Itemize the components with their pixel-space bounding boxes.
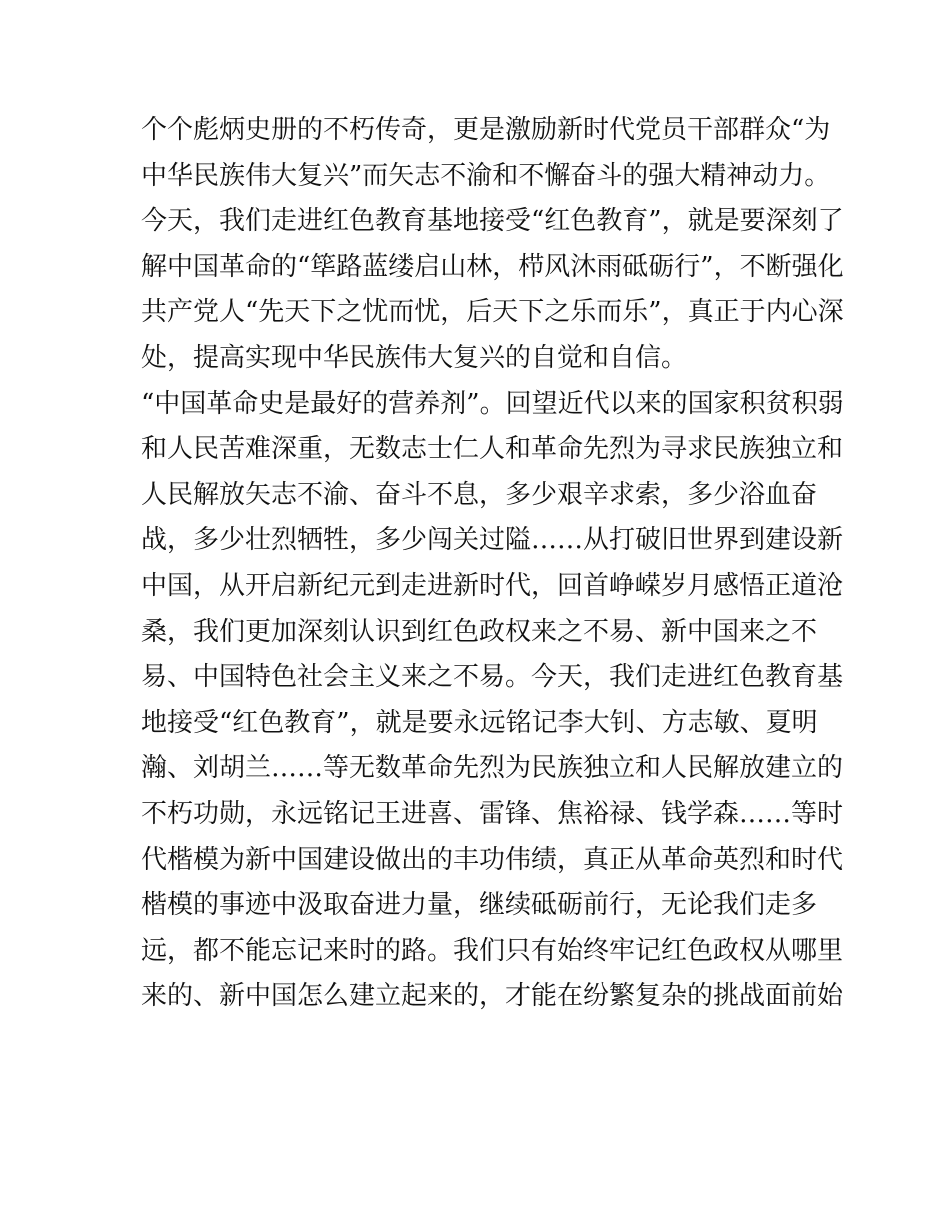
text-line: 中华民族伟大复兴”而矢志不渝和不懈奋斗的强大精神动力。 [141,160,831,191]
text-line: 代楷模为新中国建设做出的丰功伟绩，真正从革命英烈和时代 [141,844,844,875]
text-line: 来的、新中国怎么建立起来的，才能在纷繁复杂的挑战面前始 [141,981,844,1012]
text-line: 共产党人“先天下之忧而忧，后天下之乐而乐”，真正于内心深 [141,297,844,328]
text-line: “中国革命史是最好的营养剂”。回望近代以来的国家积贫积弱 [141,388,844,419]
text-line: 人民解放矢志不渝、奋斗不息，多少艰辛求索，多少浴血奋 [141,479,818,510]
text-line: 易、中国特色社会主义来之不易。今天，我们走进红色教育基 [141,662,844,693]
text-line: 桑，我们更加深刻认识到红色政权来之不易、新中国来之不 [141,616,818,647]
text-line: 今天，我们走进红色教育基地接受“红色教育”，就是要深刻了 [141,206,844,237]
text-line: 处，提高实现中华民族伟大复兴的自觉和自信。 [141,342,688,373]
text-line: 中国，从开启新纪元到走进新时代，回首峥嵘岁月感悟正道沧 [141,570,844,601]
text-line: 解中国革命的“筚路蓝缕启山林，栉风沐雨砥砺行”，不断强化 [141,251,844,282]
text-line: 楷模的事迹中汲取奋进力量，继续砥砺前行，无论我们走多 [141,890,818,921]
text-line: 地接受“红色教育”，就是要永远铭记李大钊、方志敏、夏明 [141,707,818,738]
text-line: 个个彪炳史册的不朽传奇，更是激励新时代党员干部群众“为 [141,115,831,145]
text-line: 瀚、刘胡兰……等无数革命先烈为民族独立和人民解放建立的 [141,753,844,784]
text-line: 战，多少壮烈牺牲，多少闯关过隘……从打破旧世界到建设新 [141,525,844,556]
text-line: 不朽功勋，永远铭记王进喜、雷锋、焦裕禄、钱学森……等时 [141,798,844,829]
text-line: 和人民苦难深重，无数志士仁人和革命先烈为寻求民族独立和 [141,434,844,465]
text-line: 远，都不能忘记来时的路。我们只有始终牢记红色政权从哪里 [141,935,844,966]
body-text [141,108,844,1020]
